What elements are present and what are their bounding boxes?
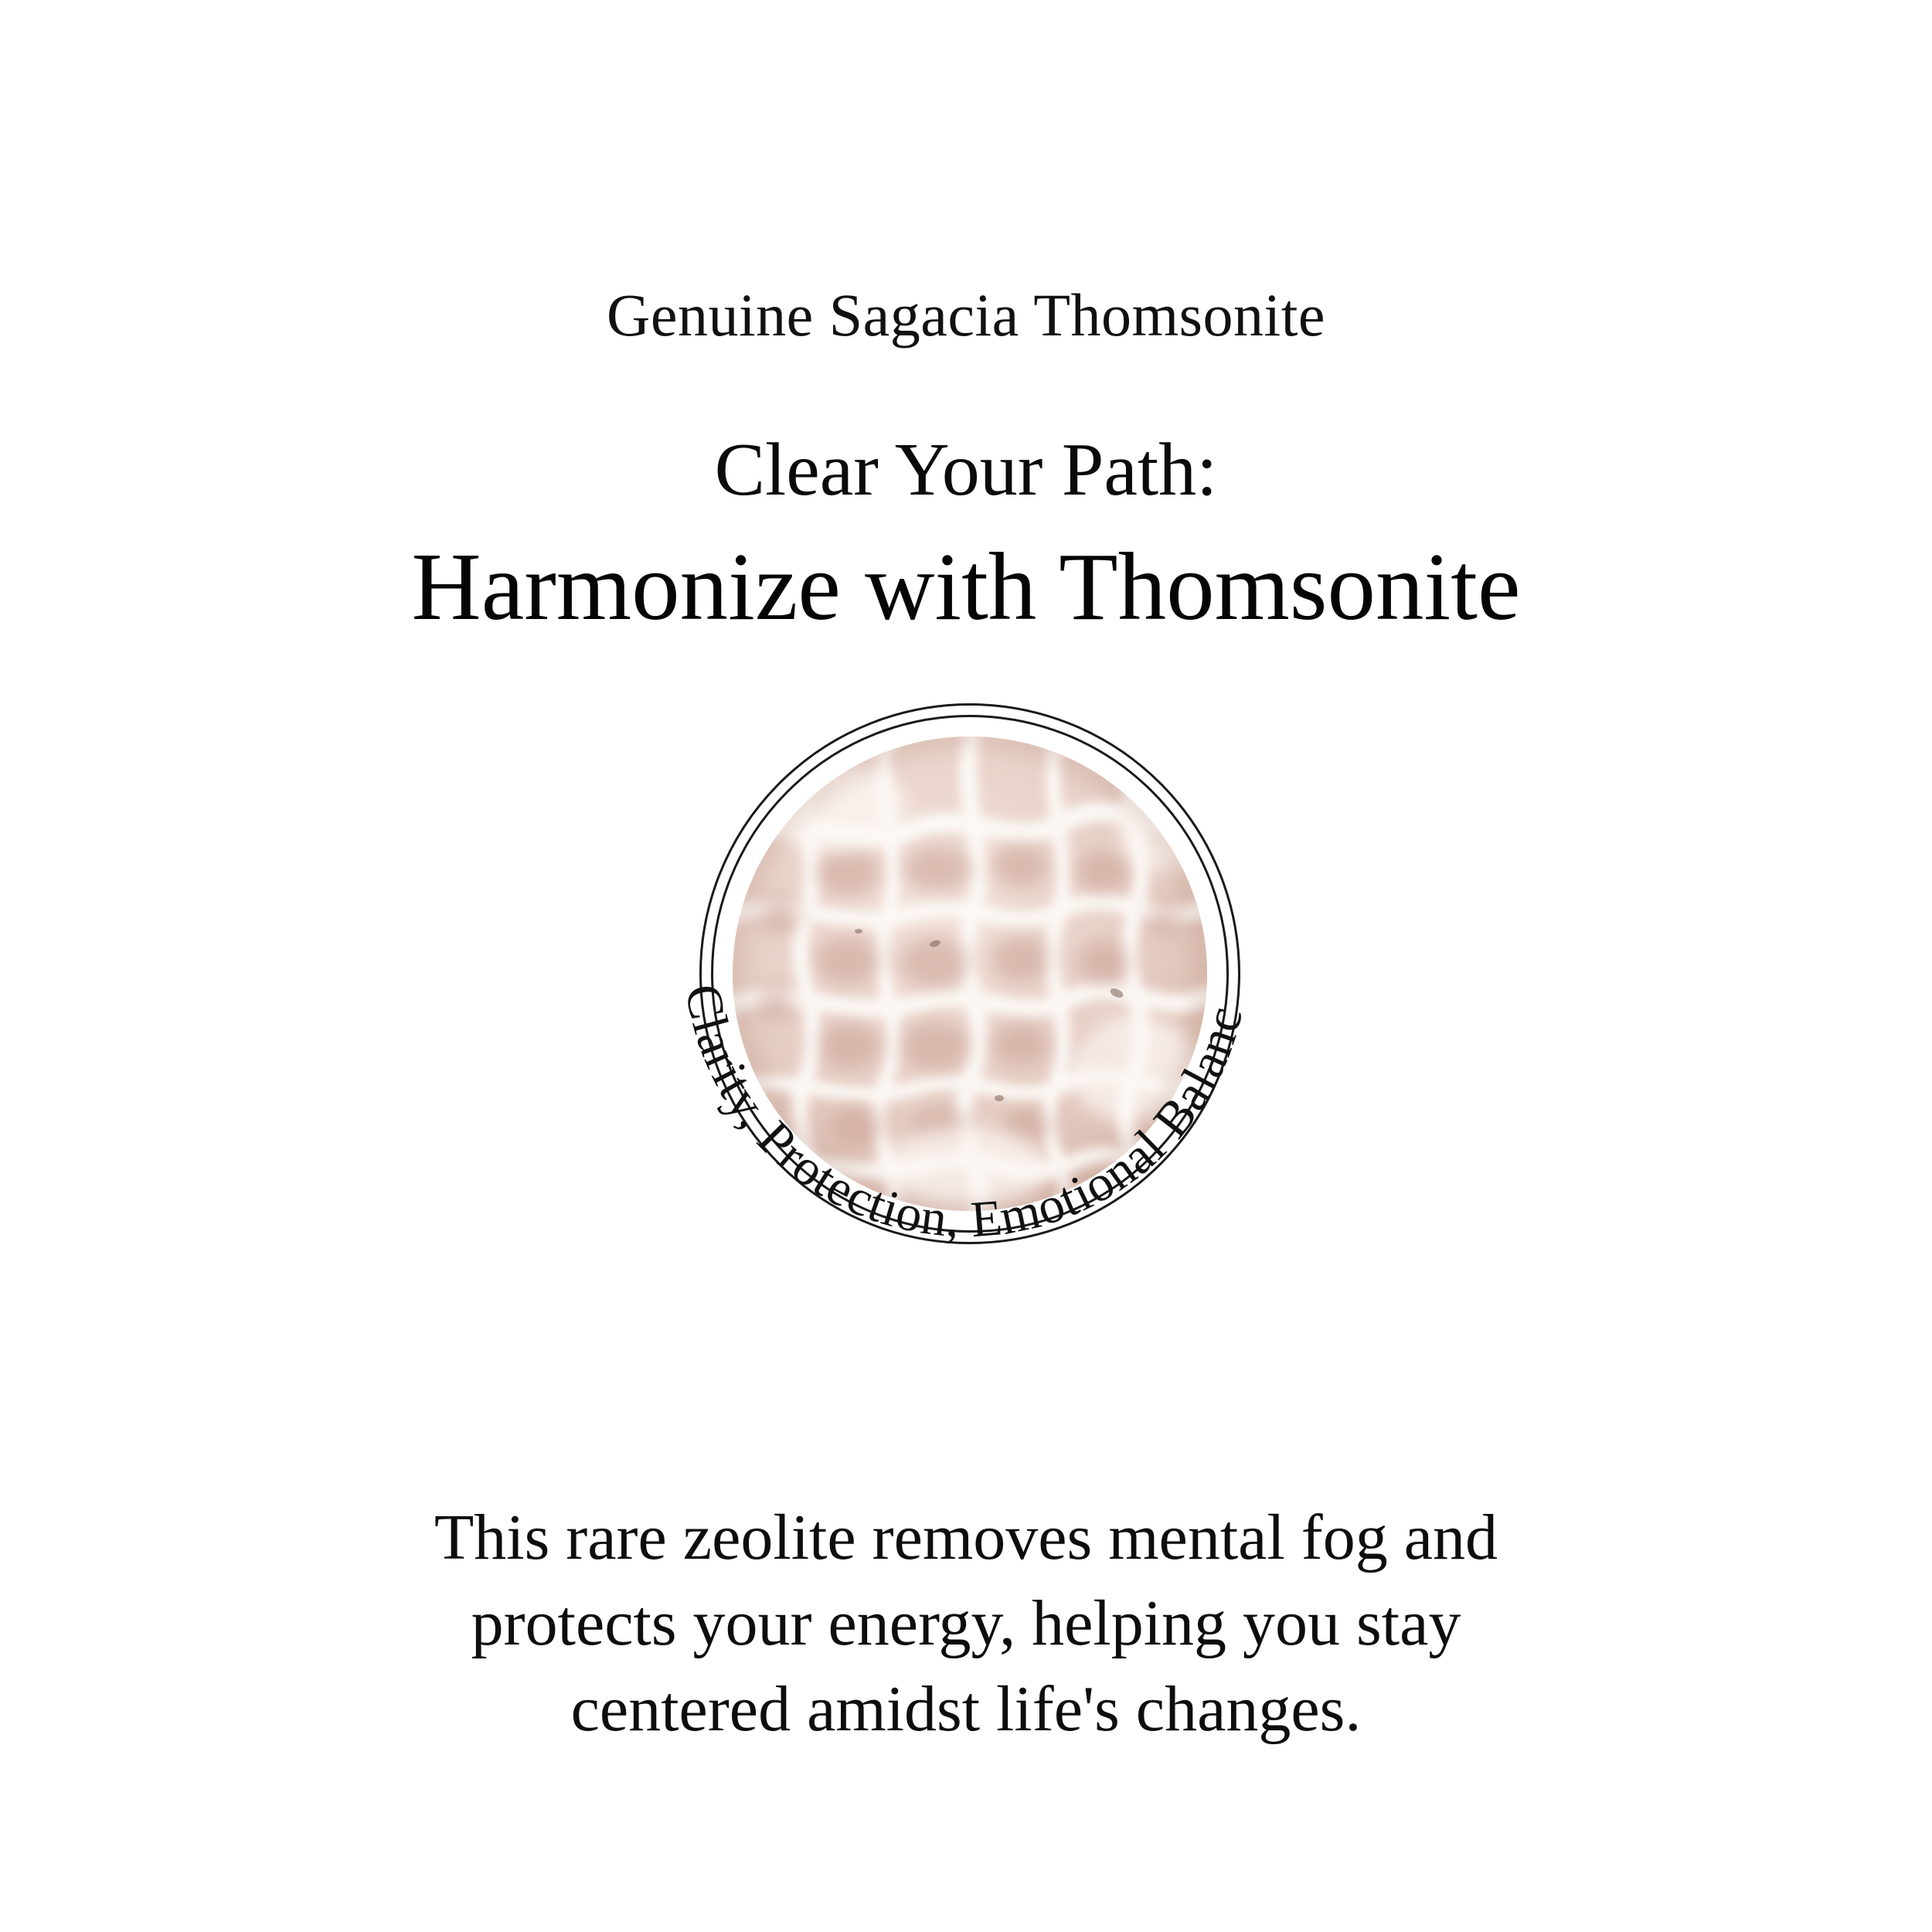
- description-line-1: This rare zeolite removes mental fog and: [434, 1502, 1498, 1573]
- medallion-arc-caption: [590, 647, 1329, 1418]
- stone-medallion: [590, 647, 1329, 1418]
- headline-line-1: Clear Your Path:: [714, 428, 1218, 512]
- brand-eyebrow: Genuine Sagacia Thomsonite: [607, 281, 1325, 349]
- description-line-2: protects your energy, helping you stay: [471, 1587, 1461, 1659]
- description-paragraph: [309, 1495, 1623, 1753]
- arc-caption-text: Clarity, Protection, Emotional Balance: [590, 647, 1254, 1249]
- headline-line-2: Harmonize with Thomsonite: [411, 534, 1521, 641]
- description-line-3: centered amidst life's changes.: [570, 1672, 1362, 1745]
- svg-text:Clarity, Protection, Emotional: [591, 647, 1253, 1248]
